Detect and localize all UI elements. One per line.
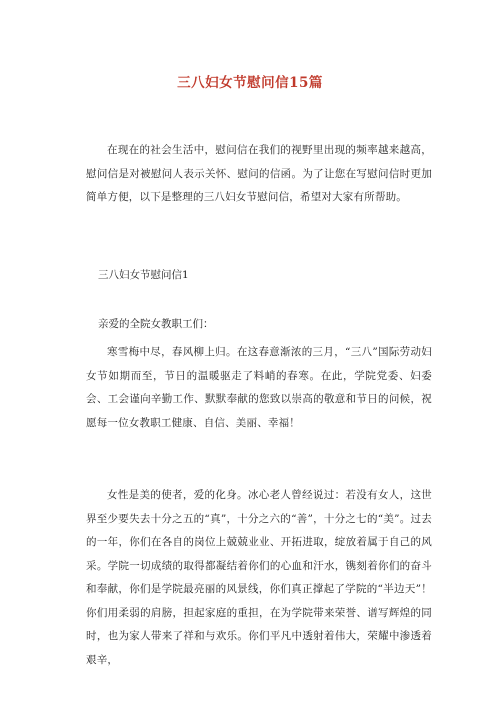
body-paragraph: 女性是美的使者，爱的化身。冰心老人曾经说过：若没有女人，这世界至少要失去十分之五的“真”，十分之六的“善”，十分之七的“美”。过去的一年，你们在各自的岗位上兢兢业业、开拓进取，绽放着属于自己的风采。学院一切成绩的取得都凝结着你们的心血和汗水，镌刻着你们的奋斗和奉献，你们是学院最亮丽的风景线，你们真正撑起了学院的“半边天”！你们用柔弱的肩膀，担起家庭的重担，在为学院带来荣誉、谱写辉煌的同时，也为家人带来了祥和与欢乐。你们平凡中透射着伟大，荣耀中渗透着艰辛， <box>86 489 432 666</box>
intro-paragraph: 在现在的社会生活中，慰问信在我们的视野里出现的频率越来越高，慰问信是对被慰问人表示关怀、慰问的信函。为了让您在写慰问信时更加简单方便，以下是整理的三八妇女节慰问信，希望对大家有所帮助。 <box>86 144 432 203</box>
letter-greeting: 亲爱的全院女教职工们： <box>98 318 214 330</box>
body-paragraph: 寒雪梅中尽，春风柳上归。在这春意渐浓的三月，“三八”国际劳动妇女节如期而至，节日的温暖驱走了料峭的春寒。在此，学院党委、妇委会、工会谨向辛勤工作、默默奉献的您致以崇高的敬意和节日的问候，祝愿每一位女教职工健康、自信、美丽、幸福！ <box>86 346 432 429</box>
document-title: 三八妇女节慰问信15篇 <box>177 75 323 92</box>
section-heading: 三八妇女节慰问信1 <box>98 269 189 281</box>
